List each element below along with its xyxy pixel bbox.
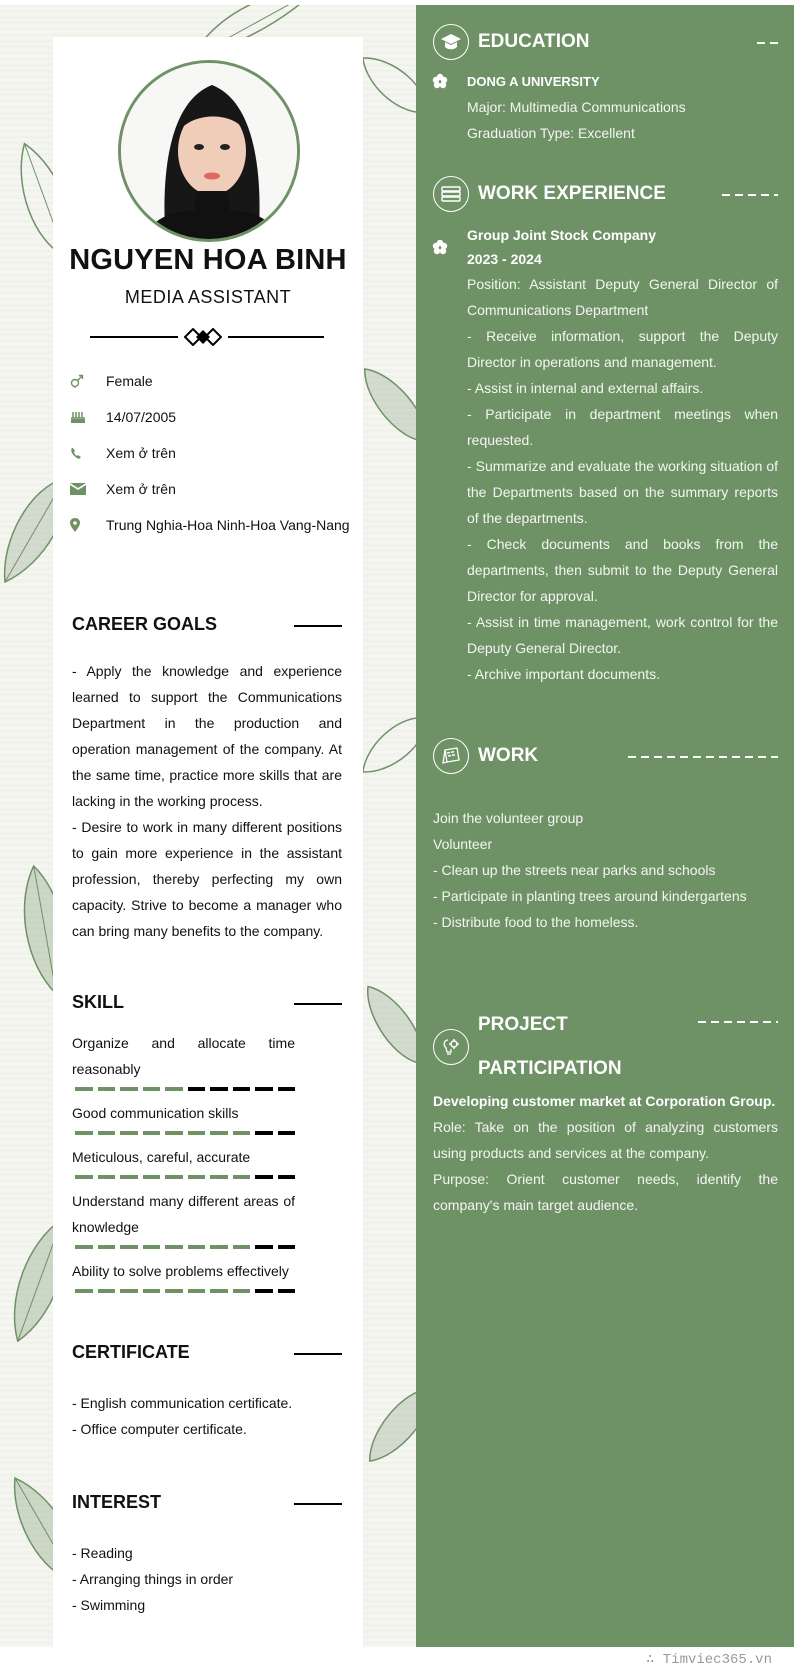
work-details	[433, 805, 778, 935]
profile-photo	[121, 63, 300, 242]
project-title-line: PROJECT	[478, 1014, 568, 1035]
skill-segment-filled	[233, 1245, 251, 1249]
skill-segment-empty	[255, 1245, 273, 1249]
certificate-item: - Office computer certificate.	[72, 1421, 247, 1437]
skill-segment-filled	[188, 1289, 206, 1293]
skill-segment-filled	[98, 1245, 116, 1249]
interest-heading	[72, 1492, 342, 1513]
skill-segment-filled	[188, 1175, 206, 1179]
birthday-cake-icon	[70, 404, 106, 430]
interest-item: - Arranging things in order	[72, 1571, 234, 1587]
education-heading	[433, 24, 590, 60]
career-goal-paragraph: - Apply the knowledge and experience learned to support the Communications Department in the production and operation management of the company. At the same time, practice more skills that are lacking in the working process.	[72, 663, 342, 809]
project-purpose: Purpose: Orient customer needs, identify the company's main target audience.	[433, 1171, 778, 1213]
career-goal-paragraph: - Desire to work in many different positions to gain more experience in the assistant profession, thereby perfecting my own capacity. Strive to become a manager who can bring many benefits to the company.	[72, 819, 342, 939]
skill-segment-filled	[165, 1131, 183, 1135]
skill-segment-empty	[278, 1289, 296, 1293]
skill-segment-filled	[143, 1131, 161, 1135]
work-heading	[433, 738, 538, 774]
skill-segment-filled	[98, 1289, 116, 1293]
skill-label: Ability to solve problems effectively	[72, 1263, 289, 1279]
career-goals-heading	[72, 614, 342, 635]
skill-segment-filled	[75, 1245, 93, 1249]
skill-segment-filled	[188, 1245, 206, 1249]
gender-icon	[70, 368, 106, 394]
work-line: Volunteer	[433, 836, 493, 852]
envelope-icon	[70, 476, 106, 502]
skill-segment-empty	[188, 1087, 206, 1091]
stack-of-books-icon	[433, 176, 469, 212]
skill-segment-filled	[75, 1131, 93, 1135]
skill-item	[72, 1100, 295, 1135]
skill-segment-filled	[98, 1131, 116, 1135]
interest-item: - Swimming	[72, 1597, 146, 1613]
work-experience-line: - Receive information, support the Deputy Director in operations and management.	[467, 328, 778, 370]
work-line: Join the volunteer group	[433, 810, 584, 826]
skill-level-bar	[72, 1175, 295, 1179]
personal-info-list	[70, 368, 350, 548]
graduation-type: Graduation Type: Excellent	[467, 125, 635, 141]
skill-segment-filled	[98, 1087, 116, 1091]
skill-segment-filled	[120, 1131, 138, 1135]
info-address	[70, 512, 350, 538]
education-title: EDUCATION	[478, 31, 590, 52]
skill-level-bar	[72, 1087, 295, 1091]
work-line: - Clean up the streets near parks and schools	[433, 862, 716, 878]
graduation-cap-icon	[433, 24, 469, 60]
phone-value: Xem ở trên	[106, 445, 176, 461]
skill-segment-filled	[143, 1087, 161, 1091]
skill-label: Meticulous, careful, accurate	[72, 1149, 251, 1165]
work-experience-line: - Check documents and books from the departments, then submit to the Deputy General Director for approval.	[467, 536, 778, 604]
skill-label: Organize and allocate time reasonably	[72, 1035, 295, 1077]
flower-bullet-icon	[432, 239, 448, 260]
project-title	[478, 1003, 622, 1091]
interest-list	[72, 1540, 342, 1618]
skill-segment-filled	[165, 1087, 183, 1091]
skill-label: Understand many different areas of knowledge	[72, 1193, 295, 1235]
project-name: Developing customer market at Corporation Group.	[433, 1093, 776, 1109]
skill-heading	[72, 992, 342, 1013]
skill-segment-filled	[165, 1175, 183, 1179]
skill-segment-empty	[278, 1245, 296, 1249]
skill-item	[72, 1030, 295, 1091]
work-experience-line: - Assist in time management, work control for the Deputy General Director.	[467, 614, 778, 656]
skill-segment-empty	[278, 1087, 296, 1091]
map-pin-icon	[70, 512, 106, 538]
heading-rule	[294, 1503, 342, 1505]
heading-dash-line	[698, 1021, 778, 1023]
info-birthday	[70, 404, 350, 430]
heading-rule	[294, 625, 342, 627]
school-name: DONG A UNIVERSITY	[467, 74, 600, 89]
info-email	[70, 476, 350, 502]
education-details	[467, 70, 778, 146]
skill-segment-filled	[233, 1175, 251, 1179]
skill-segment-filled	[165, 1245, 183, 1249]
project-details	[433, 1088, 778, 1218]
work-line: - Distribute food to the homeless.	[433, 914, 639, 930]
skill-segment-empty	[278, 1131, 296, 1135]
skill-segment-filled	[75, 1175, 93, 1179]
candidate-name: NGUYEN HOA BINH	[69, 244, 347, 276]
job-title: MEDIA ASSISTANT	[124, 287, 292, 307]
work-experience-line: - Assist in internal and external affairs.	[467, 380, 704, 396]
skill-segment-empty	[255, 1289, 273, 1293]
gender-value: Female	[106, 373, 153, 389]
lightbulb-gear-icon	[433, 1029, 469, 1065]
skill-segment-empty	[210, 1087, 228, 1091]
skill-segment-empty	[278, 1175, 296, 1179]
skill-level-bar	[72, 1245, 295, 1249]
desk-calendar-icon	[433, 738, 469, 774]
company-name: Group Joint Stock Company	[467, 227, 657, 243]
skill-segment-empty	[255, 1175, 273, 1179]
career-goals-title: CAREER GOALS	[72, 614, 218, 634]
heading-dash-line	[757, 42, 778, 44]
work-period: 2023 - 2024	[467, 251, 542, 267]
skill-segment-filled	[165, 1289, 183, 1293]
certificate-heading	[72, 1342, 342, 1363]
skill-level-bar	[72, 1131, 295, 1135]
skill-segment-filled	[120, 1087, 138, 1091]
project-heading	[433, 1003, 622, 1091]
divider-ornament	[90, 327, 324, 347]
skill-segment-filled	[143, 1245, 161, 1249]
skill-title: SKILL	[72, 992, 124, 1012]
work-experience-line: - Participate in department meetings when requested.	[467, 406, 778, 448]
address-value: Trung Nghia-Hoa Ninh-Hoa Vang-Nang	[106, 517, 350, 533]
skill-list	[72, 1030, 295, 1302]
work-line: - Participate in planting trees around kindergartens	[433, 888, 747, 904]
project-title-line: PARTICIPATION	[478, 1058, 622, 1079]
heading-rule	[294, 1353, 342, 1355]
skill-segment-filled	[210, 1175, 228, 1179]
skill-segment-empty	[255, 1087, 273, 1091]
career-goals-text	[72, 658, 342, 944]
skill-item	[72, 1188, 295, 1249]
diamond-ornament-icon	[184, 328, 222, 346]
skill-segment-filled	[120, 1175, 138, 1179]
skill-segment-filled	[210, 1289, 228, 1293]
skill-segment-filled	[98, 1175, 116, 1179]
heading-rule	[294, 1003, 342, 1005]
heading-dash-line	[628, 756, 778, 758]
work-experience-details	[467, 223, 778, 687]
project-role: Role: Take on the position of analyzing customers using products and services at the company.	[433, 1119, 778, 1161]
certificate-item: - English communication certificate.	[72, 1395, 293, 1411]
skill-segment-filled	[233, 1289, 251, 1293]
skill-item	[72, 1144, 295, 1179]
skill-segment-filled	[210, 1245, 228, 1249]
work-experience-line: - Summarize and evaluate the working situation of the Departments based on the summary reports of the departments.	[467, 458, 778, 526]
watermark: ∴ Timviec365.vn	[645, 1652, 772, 1668]
skill-segment-filled	[75, 1087, 93, 1091]
work-experience-title: WORK EXPERIENCE	[478, 183, 666, 204]
info-phone	[70, 440, 350, 466]
skill-level-bar	[72, 1289, 295, 1293]
avatar	[118, 60, 300, 242]
skill-item	[72, 1258, 295, 1293]
interest-item: - Reading	[72, 1545, 133, 1561]
heading-dash-line	[722, 194, 778, 196]
skill-segment-filled	[120, 1289, 138, 1293]
skill-segment-filled	[143, 1289, 161, 1293]
birthday-value: 14/07/2005	[106, 409, 177, 425]
skill-segment-filled	[120, 1245, 138, 1249]
certificate-list	[72, 1390, 342, 1442]
skill-segment-empty	[255, 1131, 273, 1135]
phone-icon	[70, 440, 106, 466]
flower-bullet-icon	[432, 73, 448, 94]
work-experience-heading	[433, 176, 666, 212]
interest-title: INTEREST	[72, 1492, 162, 1512]
email-value: Xem ở trên	[106, 481, 176, 497]
skill-segment-empty	[233, 1087, 251, 1091]
info-gender	[70, 368, 350, 394]
skill-segment-filled	[210, 1131, 228, 1135]
skill-segment-filled	[75, 1289, 93, 1293]
skill-segment-filled	[188, 1131, 206, 1135]
work-experience-line: Position: Assistant Deputy General Director of Communications Department	[467, 276, 778, 318]
education-major: Major: Multimedia Communications	[467, 99, 686, 115]
certificate-title: CERTIFICATE	[72, 1342, 190, 1362]
skill-segment-filled	[233, 1131, 251, 1135]
skill-segment-filled	[143, 1175, 161, 1179]
skill-label: Good communication skills	[72, 1105, 239, 1121]
work-experience-line: - Archive important documents.	[467, 666, 660, 682]
work-title: WORK	[478, 745, 539, 766]
